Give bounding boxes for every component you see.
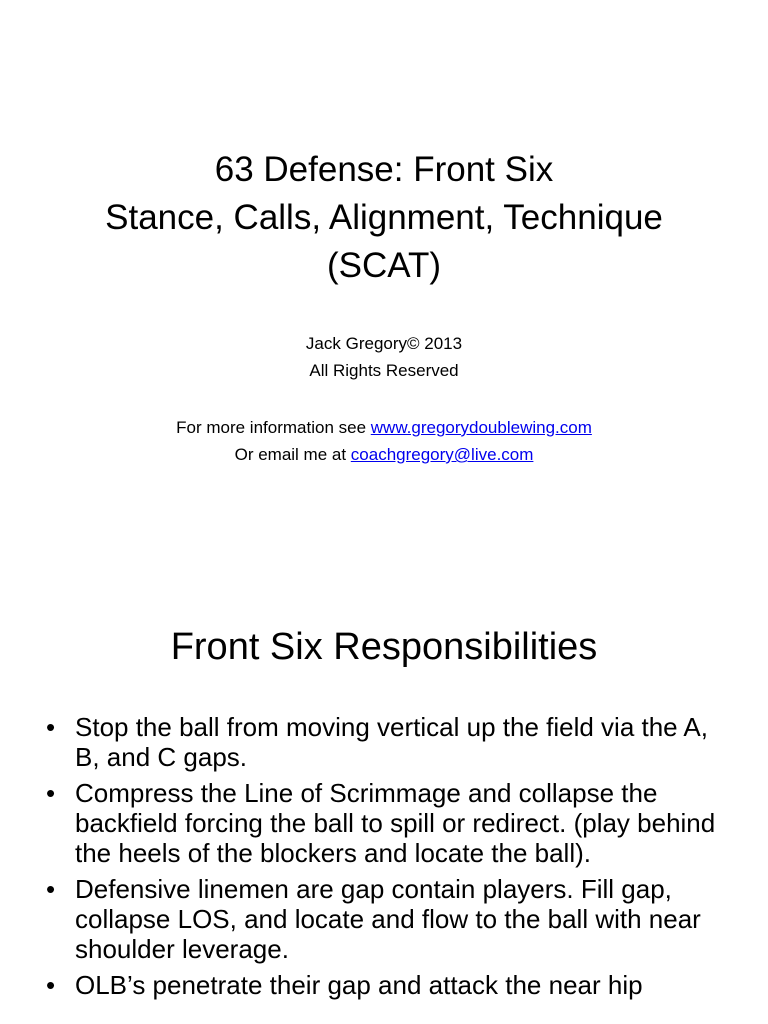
bullet-text: Stop the ball from moving vertical up the field via the A, B, and C gaps.: [75, 712, 709, 772]
title-line-1: 63 Defense: Front Six: [214, 150, 554, 189]
email-prefix: Or email me at: [234, 445, 351, 464]
rights-notice: All Rights Reserved: [309, 361, 459, 380]
author-info: [0, 330, 768, 468]
spacer: [0, 384, 768, 414]
website-prefix: For more information see: [176, 418, 371, 437]
bullet-item: [46, 970, 736, 1000]
email-link[interactable]: coachgregory@live.com: [350, 445, 534, 464]
title-line-2: Stance, Calls, Alignment, Technique: [105, 198, 663, 237]
title-line-3: (SCAT): [326, 246, 442, 285]
bullet-text: Defensive linemen are gap contain players. Fill gap, collapse LOS, and locate and flow to the ball with near shoulder leverage.: [75, 874, 701, 964]
bullet-item: [46, 712, 736, 772]
bullet-mark: •: [46, 874, 56, 904]
website-link[interactable]: www.gregorydoublewing.com: [370, 418, 592, 437]
slide-heading: Front Six Responsibilities: [170, 626, 598, 668]
author-copyright: Jack Gregory© 2013: [305, 334, 463, 353]
email-line: [0, 441, 768, 468]
bullet-mark: •: [46, 712, 56, 742]
bullet-list: [46, 712, 736, 1006]
bullet-item: [46, 778, 736, 868]
bullet-item: [46, 874, 736, 964]
bullet-mark: •: [46, 970, 56, 1000]
bullet-text: Compress the Line of Scrimmage and collapse the backfield forcing the ball to spill or redirect. (play behind the heels of the blockers and locate the ball).: [75, 778, 716, 868]
responsibilities-slide: [0, 576, 768, 1024]
bullet-text: OLB’s penetrate their gap and attack the near hip: [75, 970, 643, 1000]
slide-title: [0, 146, 768, 290]
website-line: [0, 414, 768, 441]
bullet-mark: •: [46, 778, 56, 808]
